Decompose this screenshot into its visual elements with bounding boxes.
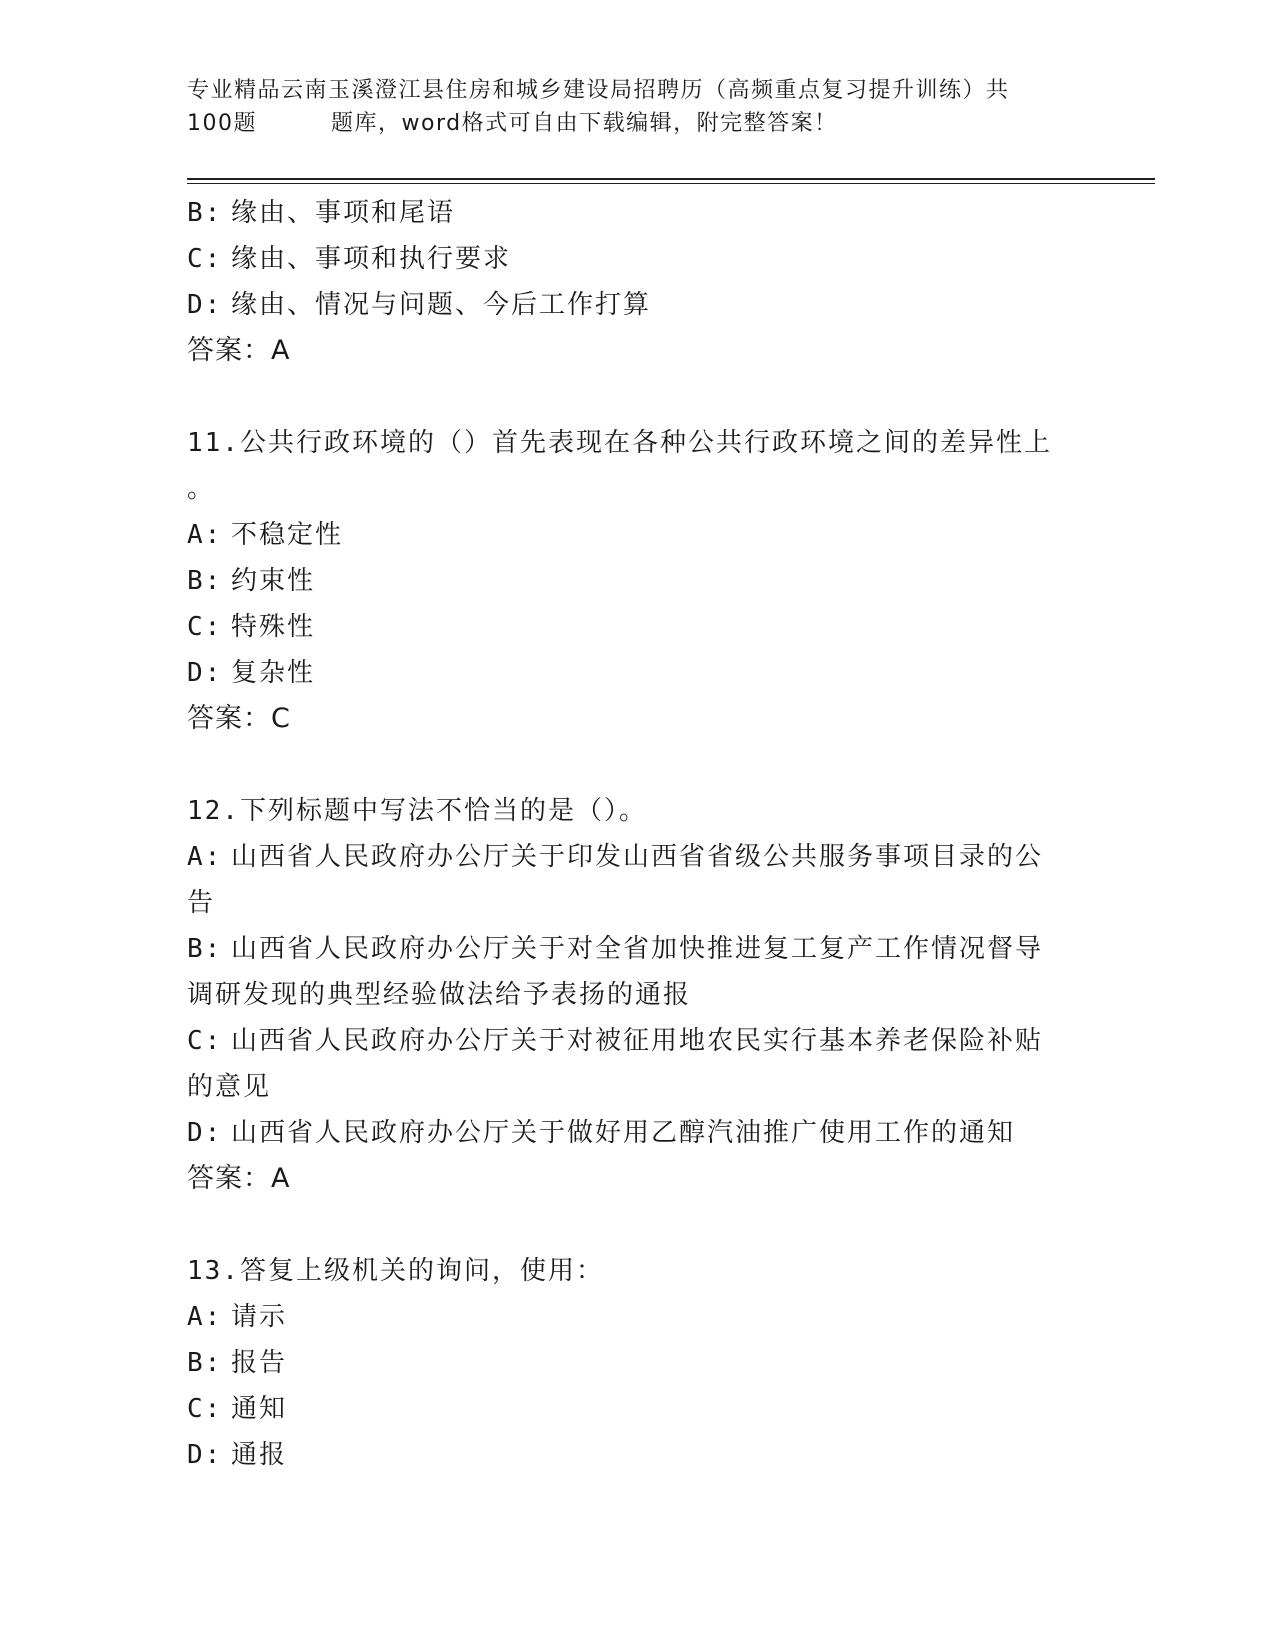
answer-line: 答案：A	[187, 1163, 291, 1194]
option-b: B: 山西省人民政府办公厅关于对全省加快推进复工复产工作情况督导	[187, 934, 1044, 964]
question-list	[187, 190, 1087, 1478]
header-rule-thin	[187, 183, 1155, 184]
option-b: B: 报告	[187, 1348, 288, 1378]
option-c-continued: 的意见	[187, 1072, 272, 1102]
option-c: C: 特殊性	[187, 612, 316, 642]
question-stem-continued: 。	[187, 474, 216, 504]
option-c: C: 通知	[187, 1394, 288, 1424]
option-b: B: 约束性	[187, 566, 316, 596]
header-description: 题库，word格式可自由下载编辑，附完整答案！	[331, 111, 838, 136]
option-d: D: 通报	[187, 1440, 288, 1470]
option-d: D: 山西省人民政府办公厅关于做好用乙醇汽油推广使用工作的通知	[187, 1118, 1016, 1148]
question-stem: 11.公共行政环境的（）首先表现在各种公共行政环境之间的差异性上	[187, 428, 1052, 458]
header-rule-thick	[187, 178, 1155, 180]
header-count: 100题	[187, 111, 257, 136]
option-d: D: 缘由、情况与问题、今后工作打算	[187, 290, 652, 320]
question-block-prev	[187, 190, 1087, 374]
option-a: A: 山西省人民政府办公厅关于印发山西省省级公共服务事项目录的公	[187, 842, 1044, 872]
option-b-continued: 调研发现的典型经验做法给予表扬的通报	[187, 980, 692, 1010]
question-stem: 12.下列标题中写法不恰当的是（）。	[187, 796, 647, 826]
option-c: C: 山西省人民政府办公厅关于对被征用地农民实行基本养老保险补贴	[187, 1026, 1044, 1056]
answer-line: 答案：A	[187, 335, 291, 366]
option-a: A: 不稳定性	[187, 520, 344, 550]
option-a: A: 请示	[187, 1302, 288, 1332]
document-header	[187, 74, 1087, 140]
question-block-13	[187, 1248, 1087, 1478]
question-block-11	[187, 420, 1087, 742]
question-block-12	[187, 788, 1087, 1202]
question-stem: 13.答复上级机关的询问，使用：	[187, 1256, 604, 1286]
option-b: B: 缘由、事项和尾语	[187, 198, 456, 228]
option-c: C: 缘由、事项和执行要求	[187, 244, 512, 274]
option-a-continued: 告	[187, 888, 216, 918]
header-line-2	[187, 107, 1087, 140]
option-d: D: 复杂性	[187, 658, 316, 688]
answer-line: 答案：C	[187, 703, 291, 734]
header-line-1: 专业精品云南玉溪澄江县住房和城乡建设局招聘历（高频重点复习提升训练）共	[187, 78, 1010, 103]
